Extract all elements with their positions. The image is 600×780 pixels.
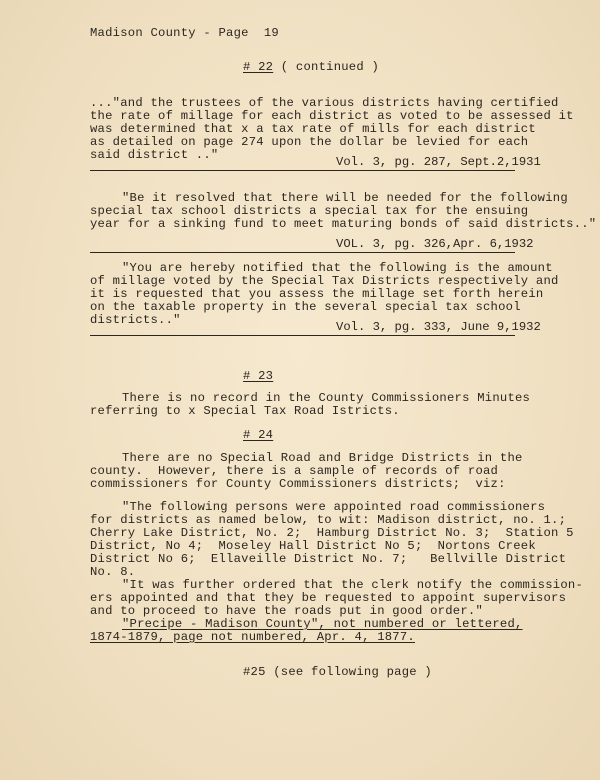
quote-3-line: of millage voted by the Special Tax Districts respectively and — [90, 274, 559, 288]
page-header: Madison County - Page 19 — [90, 26, 279, 40]
quote-2-line: year for a sinking fund to meet maturing bonds of said districts.." — [90, 217, 597, 231]
citation-1: Vol. 3, pg. 287, Sept.2,1931 — [336, 155, 541, 169]
section-24-quote-line: ers appointed and that they be requested to appoint supervisors — [90, 591, 567, 605]
quote-1-line: the rate of millage for each district as voted to be assessed it — [90, 109, 574, 123]
section-24-quote-line: No. 8. — [90, 565, 136, 579]
quote-2-line: "Be it resolved that there will be needed for the following — [122, 191, 568, 205]
quote-3-line: on the taxable property in the several special tax school — [90, 300, 521, 314]
citation-3-rule — [90, 335, 515, 336]
footer-note: #25 (see following page ) — [243, 665, 432, 679]
section-24-quote-line: "The following persons were appointed road commissioners — [122, 500, 546, 514]
section-23-line: referring to x Special Tax Road Istricts. — [90, 404, 400, 418]
section-24-citation-line: 1874-1879, page not numbered, Apr. 4, 1877. — [90, 630, 415, 644]
section-24-quote-line: and to proceed to have the roads put in good order." — [90, 604, 483, 618]
quote-1-line: said district .." — [90, 148, 219, 162]
citation-1-rule — [90, 170, 515, 171]
section-24-quote-line: District No 6; Ellaveille District No. 7; Bellville District — [90, 552, 567, 566]
section-22-number: # 22 — [243, 60, 274, 74]
quote-1-line: as detailed on page 274 upon the dollar be levied for each — [90, 135, 529, 149]
quote-3-line: it is requested that you assess the millage set forth herein — [90, 287, 544, 301]
section-22-continued: ( continued ) — [273, 60, 380, 74]
quote-1-line: ..."and the trustees of the various districts having certified — [90, 96, 559, 110]
section-22-heading — [243, 61, 379, 74]
section-23-heading: # 23 — [243, 369, 274, 383]
citation-2-rule — [90, 252, 515, 253]
quote-3-line: "You are hereby notified that the following is the amount — [122, 261, 553, 275]
section-24-quote-line: for districts as named below, to wit: Madison district, no. 1.; — [90, 513, 567, 527]
quote-2-line: special tax school districts a special tax for the ensuing — [90, 204, 529, 218]
section-24-quote-line: District, No 4; Moseley Hall District No 5; Nortons Creek — [90, 539, 536, 553]
section-24-intro-line: county. However, there is a sample of records of road — [90, 464, 499, 478]
section-24-intro-line: commissioners for County Commissioners districts; viz: — [90, 477, 506, 491]
quote-3-line: districts.." — [90, 313, 181, 327]
citation-2: VOL. 3, pg. 326,Apr. 6,1932 — [336, 237, 534, 251]
section-24-intro-line: There are no Special Road and Bridge Districts in the — [122, 451, 523, 465]
quote-1-line: was determined that x a tax rate of mills for each district — [90, 122, 536, 136]
section-23-line: There is no record in the County Commissioners Minutes — [122, 391, 531, 405]
section-24-heading: # 24 — [243, 428, 274, 442]
citation-3: Vol. 3, pg. 333, June 9,1932 — [336, 320, 541, 334]
section-24-quote-line: Cherry Lake District, No. 2; Hamburg District No. 3; Station 5 — [90, 526, 574, 540]
section-24-citation-line: "Precipe - Madison County", not numbered or lettered, — [122, 617, 523, 631]
section-24-quote-line: "It was further ordered that the clerk notify the commission- — [122, 578, 584, 592]
